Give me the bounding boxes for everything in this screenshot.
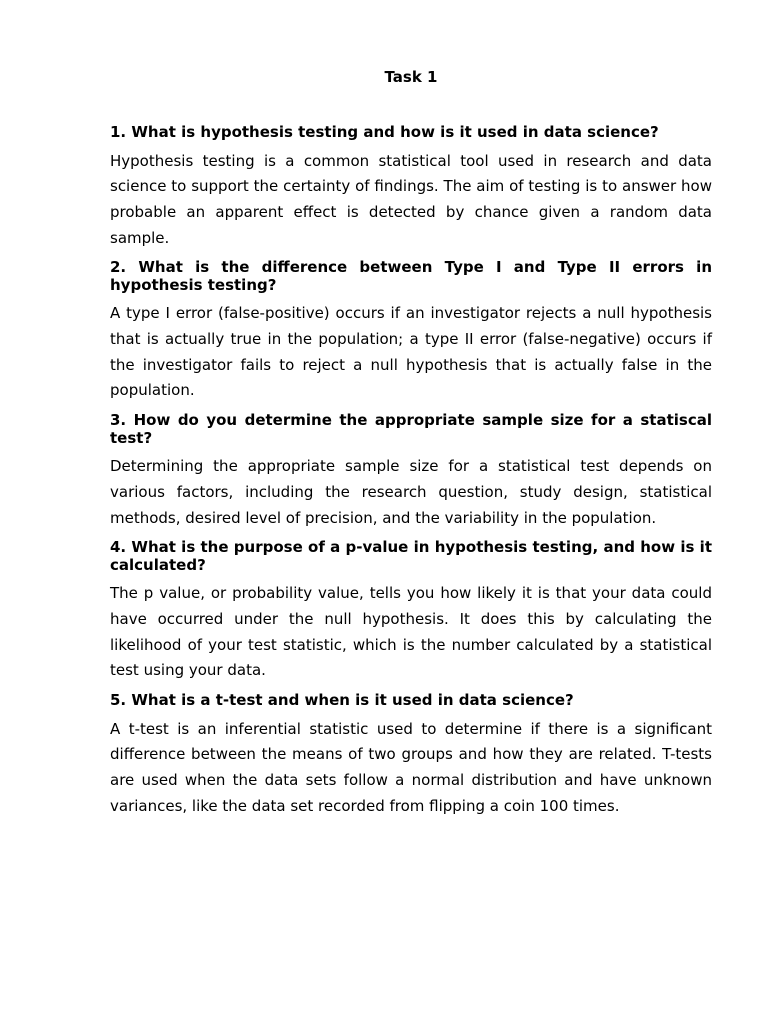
question-4: 4. What is the purpose of a p-value in hypothesis testing, and how is it calculated?	[110, 538, 712, 574]
document-body	[110, 124, 712, 827]
answer-1: Hypothesis testing is a common statistical tool used in research and data science to support the certainty of findings. The aim of testing is to answer how probable an apparent effect is detected by chance given a random data sample.	[110, 151, 712, 247]
qa-section-5	[110, 692, 712, 819]
question-3: 3. How do you determine the appropriate sample size for a statiscal test?	[110, 411, 712, 447]
question-1: 1. What is hypothesis testing and how is it used in data science?	[110, 123, 659, 141]
page-title: Task 1	[384, 68, 438, 86]
answer-4: The p value, or probability value, tells you how likely it is that your data could have occurred under the null hypothesis. It does this by calculating the likelihood of your test statistic, which is the number calculated by a statistical test using your data.	[110, 584, 712, 680]
answer-3: Determining the appropriate sample size for a statistical test depends on various factors, including the research question, study design, statistical methods, desired level of precision, and the variability in the population.	[110, 457, 712, 527]
question-5: 5. What is a t-test and when is it used in data science?	[110, 691, 574, 710]
answer-2: A type I error (false-positive) occurs if an investigator rejects a null hypothesis that is actually true in the population; a type II error (false-negative) occurs if the investigator fails to reject a null hypothesis that is actually false in the population.	[110, 304, 712, 400]
qa-section-1	[110, 124, 712, 251]
qa-section-3	[110, 412, 712, 531]
question-2: 2. What is the difference between Type I and Type II errors in hypothesis testing?	[110, 258, 712, 294]
qa-section-4	[110, 539, 712, 684]
answer-5: A t-test is an inferential statistic used to determine if there is a significant difference between the means of two groups and how they are related. T-tests are used when the data sets follow a normal distribution and have unknown variances, like the data set recorded from flipping a coin 100 times.	[110, 719, 712, 815]
qa-section-2	[110, 259, 712, 404]
